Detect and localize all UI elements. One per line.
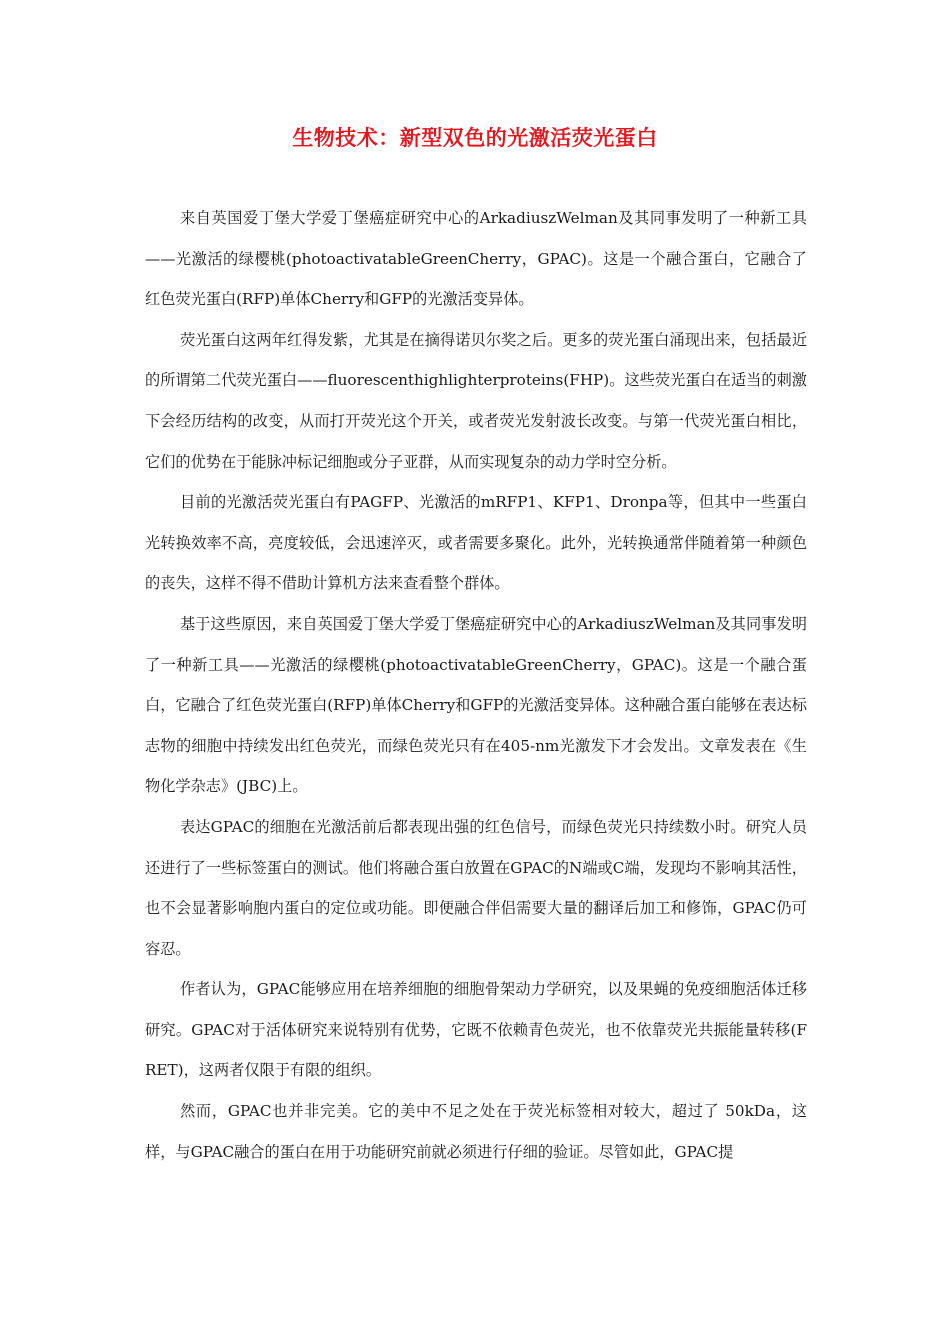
paragraph-2: 荧光蛋白这两年红得发紫，尤其是在摘得诺贝尔奖之后。更多的荧光蛋白涌现出来，包括最近的所谓第二代荧光蛋白——fluorescenthighlighterproteins(FHP)。这些荧光蛋白在适当的刺激下会经历结构的改变，从而打开荧光这个开关，或者荧光发射波长改变。与第一代荧光蛋白相比，它们的优势在于能脉冲标记细胞或分子亚群，从而实现复杂的动力学时空分析。 <box>145 330 807 471</box>
document-title: 生物技术：新型双色的光激活荧光蛋白 <box>292 126 658 150</box>
paragraph-5: 表达GPAC的细胞在光激活前后都表现出强的红色信号，而绿色荧光只持续数小时。研究人员还进行了一些标签蛋白的测试。他们将融合蛋白放置在GPAC的N端或C端，发现均不影响其活性，也不会显著影响胞内蛋白的定位或功能。即便融合伴侣需要大量的翻译后加工和修饰，GPAC仍可容忍。 <box>145 817 807 958</box>
paragraph-4: 基于这些原因，来自英国爱丁堡大学爱丁堡癌症研究中心的ArkadiuszWelman及其同事发明了一种新工具——光激活的绿樱桃(photoactivatableGreenCherry，GPAC)。这是一个融合蛋白，它融合了红色荧光蛋白(RFP)单体Cherry和GFP的光激活变异体。这种融合蛋白能够在表达标志物的细胞中持续发出红色荧光，而绿色荧光只有在405-nm光激发下才会发出。文章发表在《生物化学杂志》(JBC)上。 <box>145 614 807 796</box>
document-body <box>145 198 807 1172</box>
paragraph-6: 作者认为，GPAC能够应用在培养细胞的细胞骨架动力学研究，以及果蝇的免疫细胞活体迁移研究。GPAC对于活体研究来说特别有优势，它既不依赖青色荧光，也不依靠荧光共振能量转移(FRET)，这两者仅限于有限的组织。 <box>145 980 807 1080</box>
paragraph-7: 然而，GPAC也并非完美。它的美中不足之处在于荧光标签相对较大，超过了 50kDa，这样，与GPAC融合的蛋白在用于功能研究前就必须进行仔细的验证。尽管如此，GPAC提 <box>145 1102 807 1161</box>
paragraph-3: 目前的光激活荧光蛋白有PAGFP、光激活的mRFP1、KFP1、Dronpa等，但其中一些蛋白光转换效率不高，亮度较低，会迅速淬灭，或者需要多聚化。此外，光转换通常伴随着第一种颜色的丧失，这样不得不借助计算机方法来查看整个群体。 <box>145 493 807 593</box>
paragraph-1: 来自英国爱丁堡大学爱丁堡癌症研究中心的ArkadiuszWelman及其同事发明了一种新工具——光激活的绿樱桃(photoactivatableGreenCherry，GPAC)。这是一个融合蛋白，它融合了红色荧光蛋白(RFP)单体Cherry和GFP的光激活变异体。 <box>145 209 807 309</box>
